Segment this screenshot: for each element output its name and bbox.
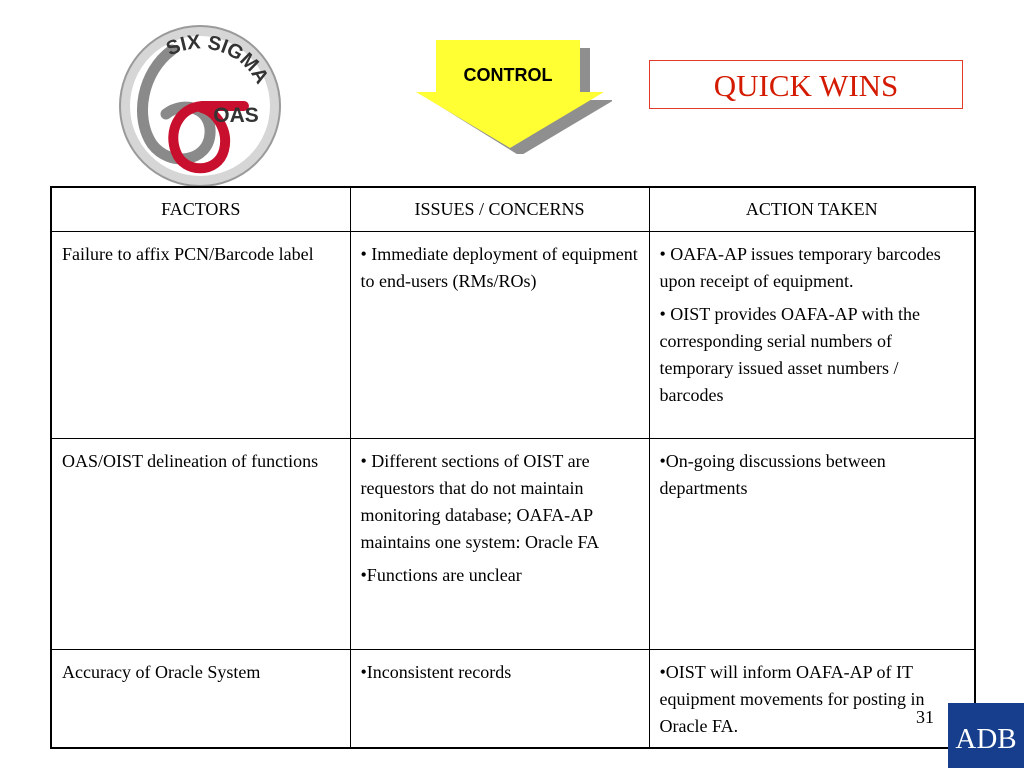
column-header-action-taken: ACTION TAKEN xyxy=(649,187,975,232)
column-header-issues: ISSUES / CONCERNS xyxy=(350,187,649,232)
factor-cell: Failure to affix PCN/Barcode label xyxy=(51,232,350,439)
issues-cell xyxy=(350,232,649,439)
control-phase-arrow xyxy=(406,38,612,154)
table-header-row xyxy=(51,187,975,232)
actions-cell xyxy=(649,650,975,749)
issue-item: •Inconsistent records xyxy=(360,662,512,682)
actions-cell xyxy=(649,232,975,439)
table-row xyxy=(51,650,975,749)
table-row xyxy=(51,439,975,650)
issues-cell xyxy=(350,439,649,650)
action-item: •OIST will inform OAFA-AP of IT equipment movements for posting in Oracle FA. xyxy=(659,662,925,736)
adb-logo: ADB xyxy=(948,703,1024,768)
issues-cell xyxy=(350,650,649,749)
control-label: CONTROL xyxy=(463,65,553,85)
logo-org-text: OAS xyxy=(213,104,259,127)
issue-item: •Functions are unclear xyxy=(360,565,522,585)
page-title: QUICK WINS xyxy=(649,60,963,109)
logo-arc-text: SIX SIGMA xyxy=(163,31,273,88)
action-item: • OIST provides OAFA-AP with the corresponding serial numbers of temporary issued asset numbers / barcodes xyxy=(659,304,920,405)
factor-cell: OAS/OIST delineation of functions xyxy=(51,439,350,650)
issue-item: • Different sections of OIST are requestors that do not maintain monitoring database; OAFA-AP maintains one system: Oracle FA xyxy=(360,451,600,552)
table-row xyxy=(51,232,975,439)
actions-cell xyxy=(649,439,975,650)
six-sigma-oas-logo xyxy=(112,22,288,190)
quick-wins-table xyxy=(50,186,976,749)
action-item: •On-going discussions between departments xyxy=(659,451,886,498)
action-item: • OAFA-AP issues temporary barcodes upon receipt of equipment. xyxy=(659,244,941,291)
page-number: 31 xyxy=(916,707,934,727)
issue-item: • Immediate deployment of equipment to end-users (RMs/ROs) xyxy=(360,244,638,291)
factor-cell: Accuracy of Oracle System xyxy=(51,650,350,749)
column-header-factors: FACTORS xyxy=(51,187,350,232)
